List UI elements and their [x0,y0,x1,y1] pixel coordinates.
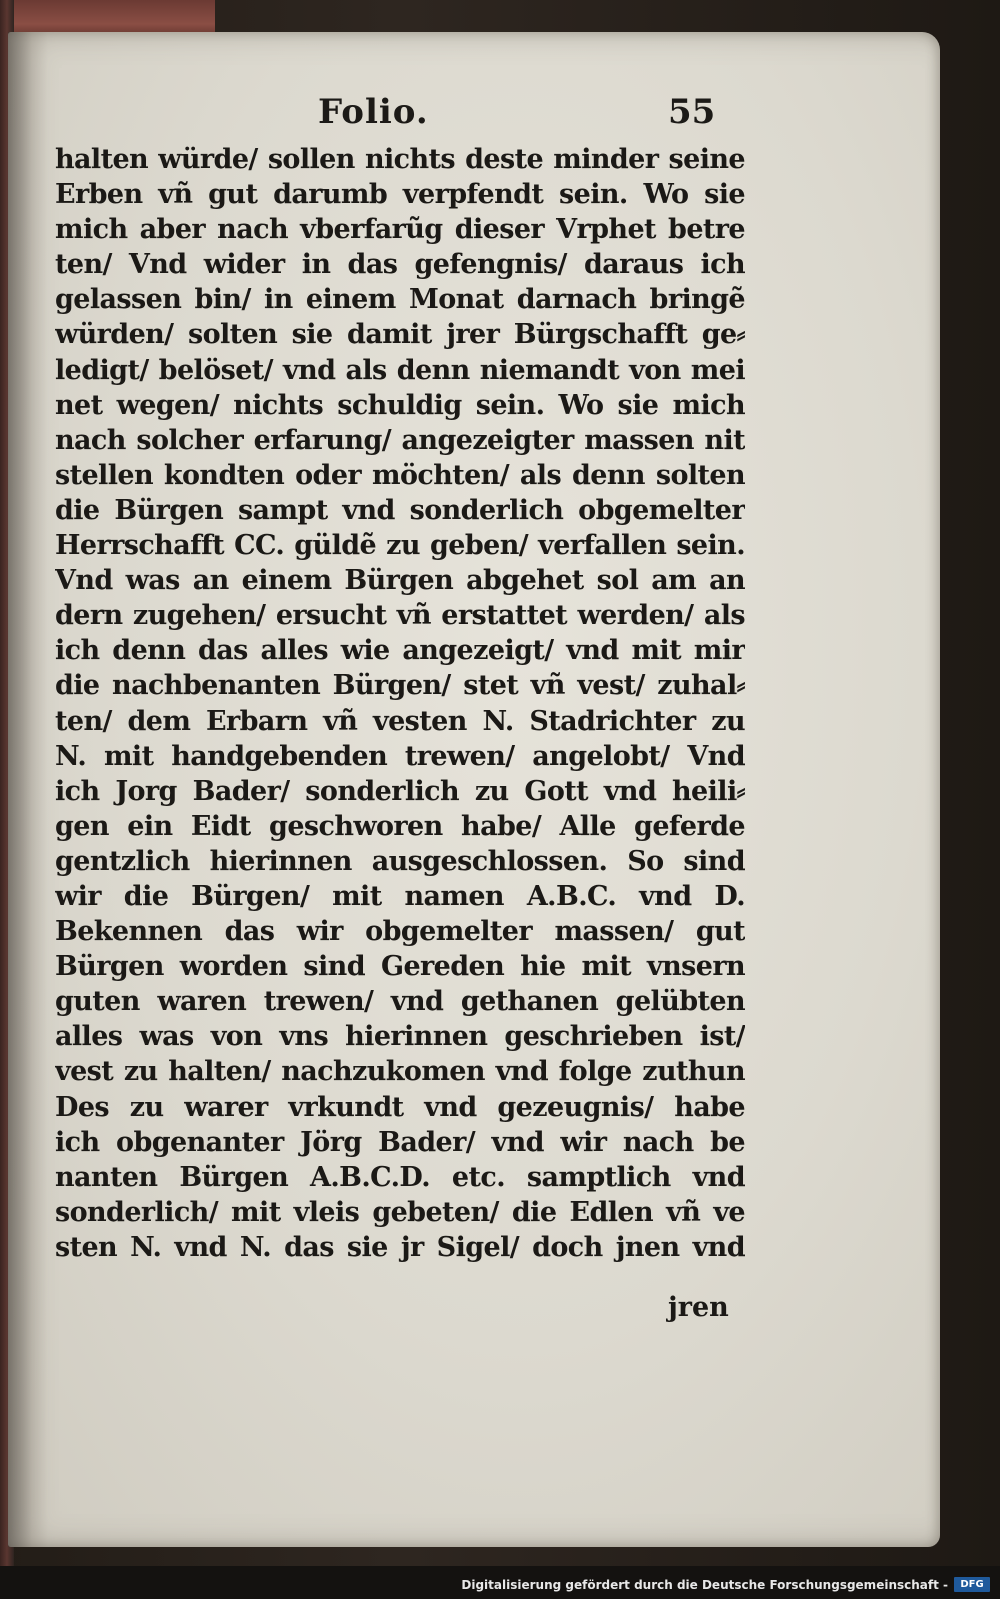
text-line: ledigt/ belöset/ vnd als denn niemandt von mei [55,354,745,386]
catchword: jren [668,1292,729,1323]
page-header [0,92,1000,142]
running-title: Folio. [318,92,429,132]
text-line: wir die Bürgen/ mit namen A.B.C. vnd D. [55,880,745,912]
text-line: die Bürgen sampt vnd sonderlich obgemelter [55,494,745,526]
text-line: Bekennen das wir obgemelter massen/ gut [55,916,745,948]
text-line: Des zu warer vrkundt vnd gezeugnis/ habe [55,1091,745,1123]
text-line: guten waren trewen/ vnd gethanen gelübten [55,986,745,1018]
text-line: dern zugehen/ ersucht vñ erstattet werden/ als [55,600,745,632]
text-line: mich aber nach vberfarũg dieser Vrphet betre [55,214,745,246]
text-line: alles was von vns hierinnen geschrieben ist/ [55,1021,745,1053]
page-number: 55 [668,92,716,132]
text-line: ten/ dem Erbarn vñ vesten N. Stadrichter zu [55,705,745,737]
dfg-logo: DFG [954,1577,990,1592]
text-line: Bürgen worden sind Gereden hie mit vnsern [55,951,745,983]
footer [0,1572,1000,1599]
text-line: die nachbenanten Bürgen/ stet vñ vest/ zuhal⸗ [55,670,745,702]
text-line: halten würde/ sollen nichts deste minder seine [55,144,745,175]
page-gutter-shadow [8,32,48,1547]
text-line: Vnd was an einem Bürgen abgehet sol am an [55,565,745,597]
text-line: sonderlich/ mit vleis gebeten/ die Edlen vñ ve [55,1196,745,1228]
text-line: Herrschafft CC. güldẽ zu geben/ verfallen sein. [55,530,745,562]
body-text [55,142,745,1265]
text-line: net wegen/ nichts schuldig sein. Wo sie mich [55,389,745,421]
text-line: Erben vñ gut darumb verpfendt sein. Wo sie [55,179,745,211]
text-line: stellen kondten oder möchten/ als denn solten [55,459,745,491]
text-line: nach solcher erfarung/ angezeigter massen nit [55,424,745,456]
text-line: ich denn das alles wie angezeigt/ vnd mit mir [55,635,745,667]
text-line: ich obgenanter Jörg Bader/ vnd wir nach be [55,1126,745,1158]
text-line: gen ein Eidt geschworen habe/ Alle geferde [55,810,745,842]
text-line: gentzlich hierinnen ausgeschlossen. So sind [55,845,745,877]
funding-attribution: Digitalisierung gefördert durch die Deutsche Forschungsgemeinschaft - [461,1578,948,1592]
text-line: nanten Bürgen A.B.C.D. etc. samptlich vnd [55,1161,745,1193]
text-line: ich Jorg Bader/ sonderlich zu Gott vnd heili⸗ [55,775,745,807]
text-line: sten N. vnd N. das sie jr Sigel/ doch jnen vnd [55,1231,745,1263]
text-line: N. mit handgebenden trewen/ angelobt/ Vnd [55,740,745,772]
text-line: gelassen bin/ in einem Monat darnach bringẽ [55,284,745,316]
text-line: ten/ Vnd wider in das gefengnis/ daraus ich [55,249,745,281]
text-line: würden/ solten sie damit jrer Bürgschafft ge⸗ [55,319,745,351]
text-line: vest zu halten/ nachzukomen vnd folge zuthun [55,1056,745,1088]
